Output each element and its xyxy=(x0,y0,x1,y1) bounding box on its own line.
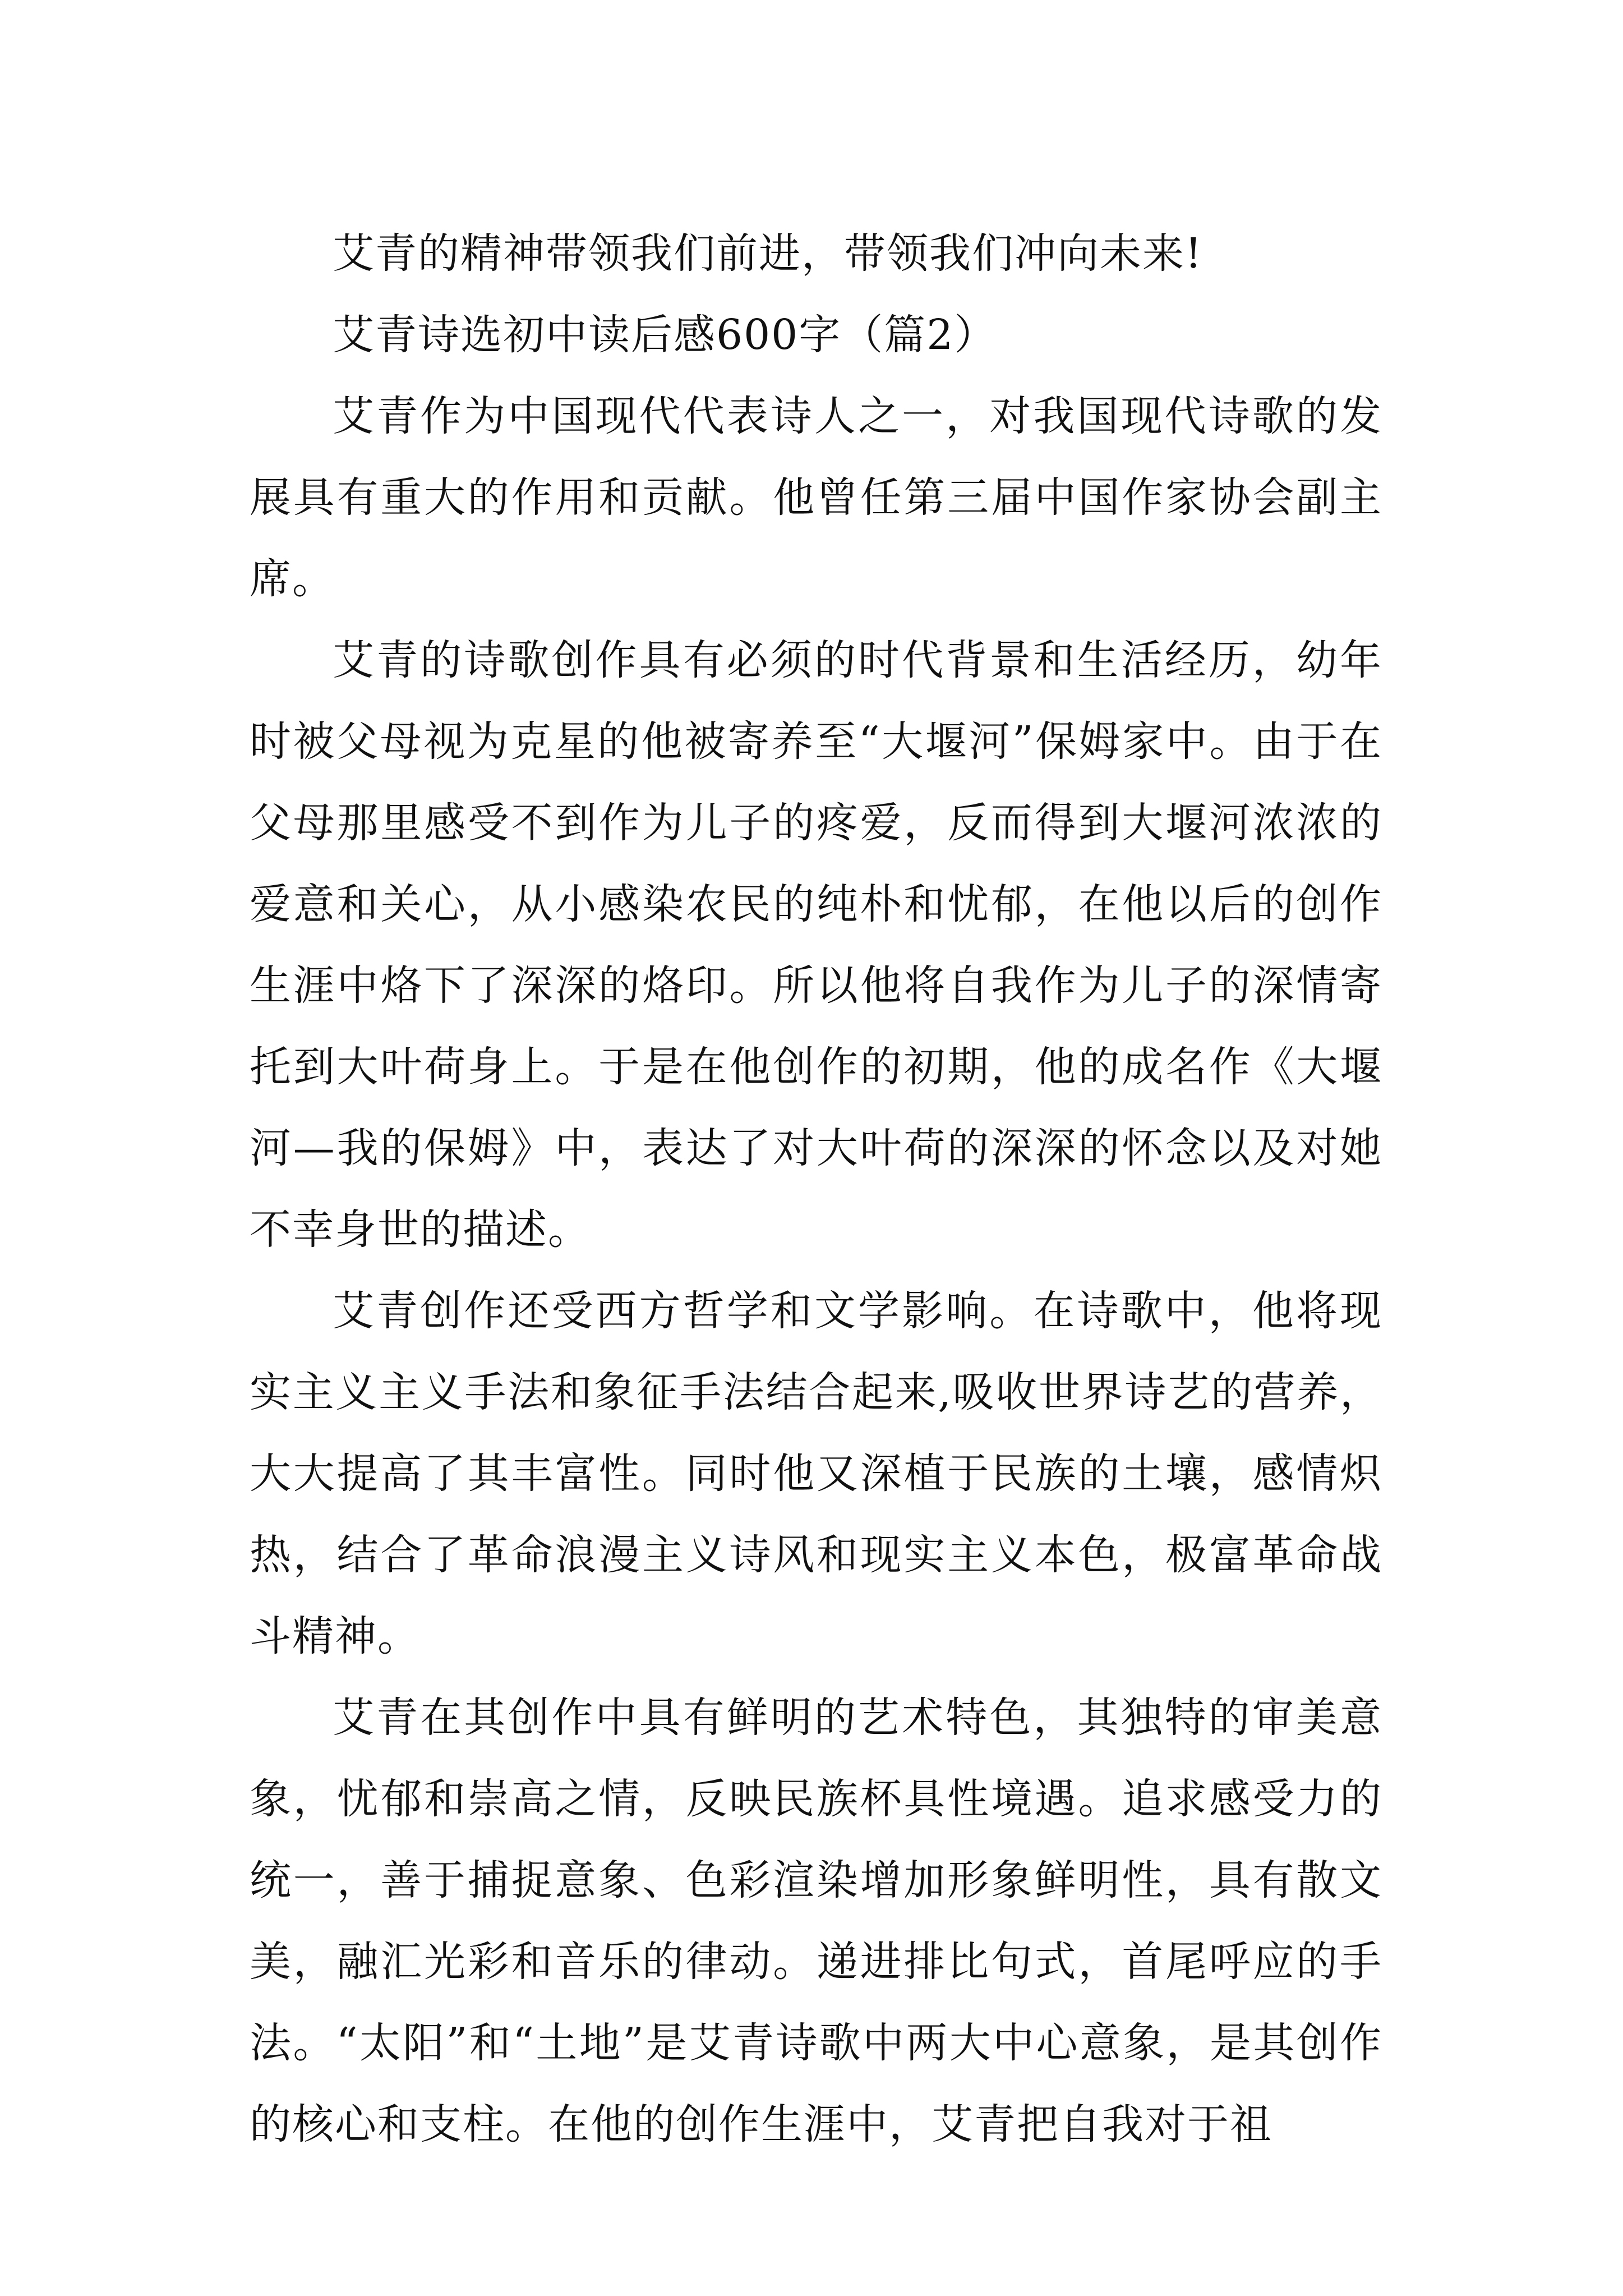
paragraph-background: 艾青的诗歌创作具有必须的时代背景和生活经历，幼年时被父母视为克星的他被寄养至“大堰河”保姆家中。由于在父母那里感受不到作为儿子的疼爱，反而得到大堰河浓浓的爱意和关心，从小感染农民的纯朴和忧郁，在他以后的创作生涯中烙下了深深的烙印。所以他将自我作为儿子的深情寄托到大叶荷身上。于是在他创作的初期，他的成名作《大堰河—我的保姆》中，表达了对大叶荷的深深的怀念以及对她不幸身世的描述。 xyxy=(250,636,1382,1254)
paragraph-artistic-features: 艾青在其创作中具有鲜明的艺术特色，其独特的审美意象，忧郁和崇高之情，反映民族杯具性境遇。追求感受力的统一，善于捕捉意象、色彩渲染增加形象鲜明性，具有散文美，融汇光彩和音乐的律动。递进排比句式，首尾呼应的手法。“太阳”和“土地”是艾青诗歌中两大中心意象，是其创作的核心和支柱。在他的创作生涯中，艾青把自我对于祖 xyxy=(250,1694,1382,2148)
document-body xyxy=(250,213,1382,2165)
paragraph-influences: 艾青创作还受西方哲学和文学影响。在诗歌中，他将现实主义主义手法和象征手法结合起来,吸收世界诗艺的营养，大大提高了其丰富性。同时他又深植于民族的土壤，感情炽热，结合了革命浪漫主义诗风和现实主义本色，极富革命战斗精神。 xyxy=(250,1287,1382,1660)
paragraph-intro: 艾青作为中国现代代表诗人之一，对我国现代诗歌的发展具有重大的作用和贡献。他曾任第三届中国作家协会副主席。 xyxy=(250,392,1382,603)
paragraph-closing-line: 艾青的精神带领我们前进，带领我们冲向未来! xyxy=(333,229,1203,278)
section-heading: 艾青诗选初中读后感600字（篇2） xyxy=(333,311,997,359)
